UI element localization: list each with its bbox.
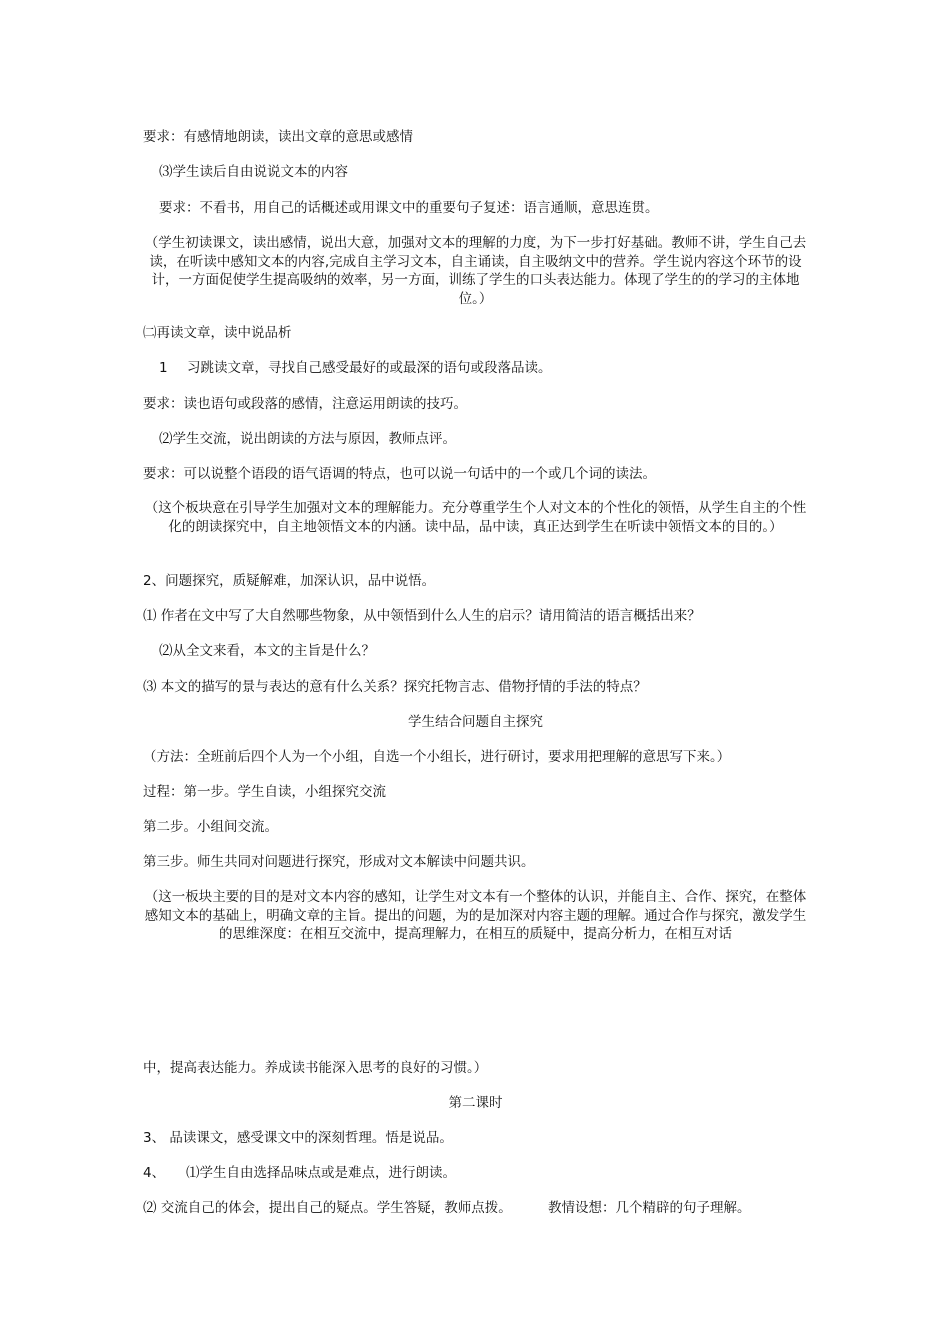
commentary-paragraph: （这一板块主要的目的是对文本内容的感知，让学生对文本有一个整体的认识，并能自主、合作、探究，在整体感知文本的基础上，明确文章的主旨。提出的问题，为的是加深对内容主题的理解。通过合作与探究，激发学生的思维深度：在相互交流中，提高理解力，在相互的质疑中，提高分析力，在相互对话 [144, 889, 807, 942]
requirement-line: 要求：有感情地朗读，读出文章的意思或感情 [143, 129, 413, 145]
step-text: 习跳读文章，寻找自己感受最好的或最深的语句或段落品读。 [187, 360, 552, 376]
requirement-line: 要求：不看书，用自己的话概述或用课文中的重要句子复述：语言通顺，意思连贯。 [159, 200, 659, 216]
requirement-line: 要求：读也语句或段落的感情，注意运用朗读的技巧。 [143, 396, 467, 412]
teaching-idea: 教情设想：几个精辟的句子理解。 [548, 1200, 751, 1216]
question-2: ⑵从全文来看，本文的主旨是什么？ [159, 643, 375, 659]
step-number: 4、 [143, 1165, 166, 1181]
section-heading: 2、问题探究，质疑解难，加深认识，品中说悟。 [143, 573, 436, 589]
question-3: ⑶ 本文的描写的景与表达的意有什么关系？探究托物言志、借物抒情的手法的特点？ [143, 679, 647, 695]
question-1: ⑴ 作者在文中写了大自然哪些物象，从中领悟到什么人生的启示？请用简洁的语言概括出来？ [143, 608, 701, 624]
process-step-2: 第二步。小组间交流。 [143, 819, 278, 835]
method-line: （方法：全班前后四个人为一个小组，自选一个小组长，进行研讨，要求用把理解的意思写下来。） [143, 749, 731, 765]
commentary-paragraph: （学生初读课文，读出感情，说出大意，加强对文本的理解的力度，为下一步打好基础。教师不讲，学生自己去读，在听读中感知文本的内容,完成自主学习文本，自主诵读，自主吸纳文中的营养。学生说内容这个环节的设计，一方面促使学生提高吸纳的效率，另一方面，训练了学生的口头表达能力。体现了学生的的学习的主体地位。） [144, 235, 807, 307]
step-3-line: ⑶学生读后自由说说文本的内容 [159, 164, 348, 180]
commentary-paragraph: （这个板块意在引导学生加强对文本的理解能力。充分尊重学生个人对文本的个性化的领悟，从学生自主的个性化的朗读探究中，自主地领悟文本的内涵。读中品，品中读，真正达到学生在听读中领悟文本的目的。） [144, 500, 807, 535]
step-2-line: ⑵学生交流，说出朗读的方法与原因，教师点评。 [159, 431, 456, 447]
centered-heading: 学生结合问题自主探究 [408, 714, 543, 730]
step-line: ⑵ 交流自己的体会，提出自己的疑点。学生答疑，教师点拨。 [143, 1200, 512, 1216]
process-step-3: 第三步。师生共同对问题进行探究，形成对文本解读中问题共识。 [143, 854, 535, 870]
step-text: ⑴学生自由选择品味点或是难点，进行朗读。 [186, 1165, 456, 1181]
section-heading: ㈡再读文章，读中说品析 [143, 325, 292, 341]
lesson-heading: 第二课时 [448, 1095, 503, 1111]
section-heading: 3、 品读课文，感受课文中的深刻哲理。悟是说品。 [143, 1130, 453, 1146]
step-number: 1 [159, 360, 168, 376]
commentary-continuation: 中，提高表达能力。养成读书能深入思考的良好的习惯。） [143, 1060, 488, 1076]
process-step-1: 过程：第一步。学生自读，小组探究交流 [143, 784, 386, 800]
requirement-line: 要求：可以说整个语段的语气语调的特点，也可以说一句话中的一个或几个词的读法。 [143, 466, 656, 482]
